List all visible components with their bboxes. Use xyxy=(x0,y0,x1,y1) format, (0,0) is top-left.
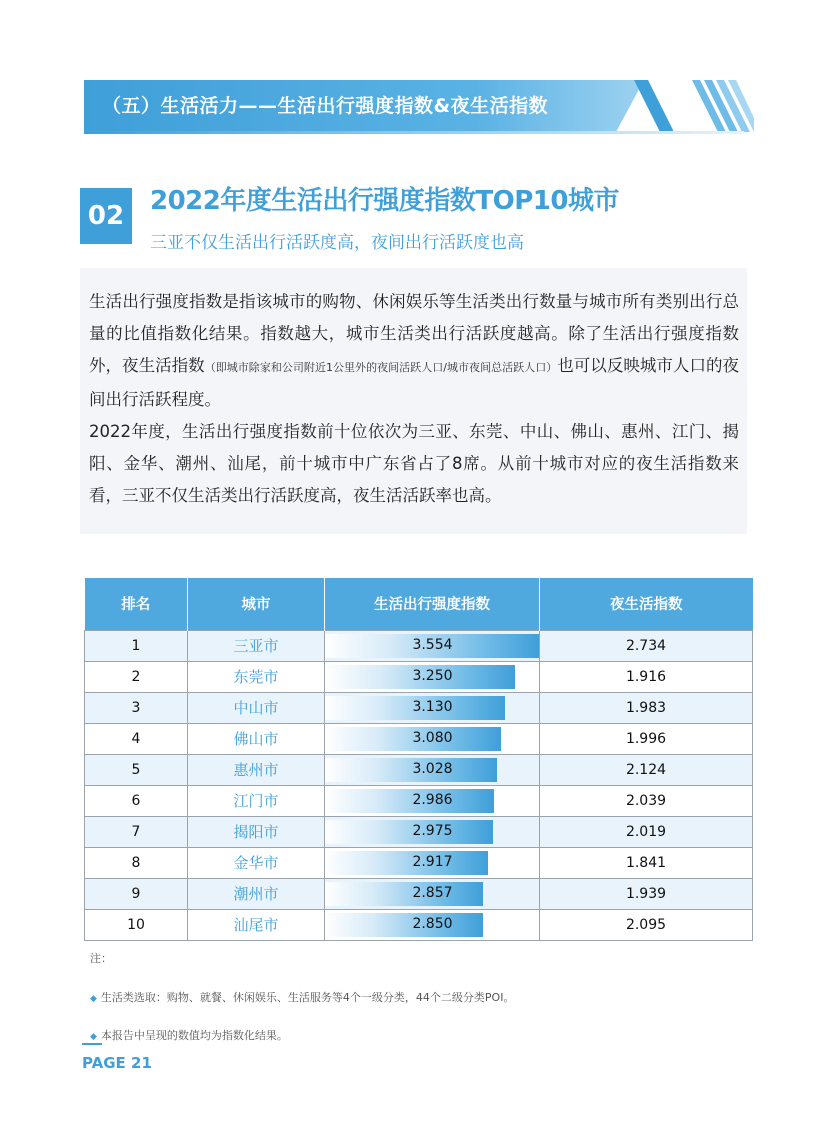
rank-cell: 6 xyxy=(85,785,188,816)
header-activity-index: 生活出行强度指数 xyxy=(325,578,540,630)
activity-index-value: 3.028 xyxy=(412,760,453,777)
city-cell: 三亚市 xyxy=(188,630,325,661)
note-text: 生活类选取：购物、就餐、休闲娱乐、生活服务等4个一级分类，44个二级分类POI。 xyxy=(100,991,515,1004)
city-cell: 江门市 xyxy=(188,785,325,816)
table-row xyxy=(85,878,753,909)
rank-cell: 3 xyxy=(85,692,188,723)
activity-index-cell xyxy=(325,692,540,723)
table-row xyxy=(85,723,753,754)
night-index-cell: 1.841 xyxy=(540,847,753,878)
activity-index-value: 2.857 xyxy=(412,884,453,901)
banner-stripes-decoration xyxy=(634,80,754,132)
rank-cell: 7 xyxy=(85,816,188,847)
description-paragraph-1 xyxy=(89,286,739,416)
table-row xyxy=(85,847,753,878)
section-banner xyxy=(84,80,744,132)
notes xyxy=(90,950,514,1065)
activity-index-value: 3.130 xyxy=(412,698,453,715)
city-cell: 中山市 xyxy=(188,692,325,723)
activity-index-value: 2.917 xyxy=(412,853,453,870)
rank-cell: 10 xyxy=(85,909,188,940)
table-row xyxy=(85,661,753,692)
diamond-bullet-icon: ◆ xyxy=(90,994,97,1004)
rank-cell: 8 xyxy=(85,847,188,878)
diamond-bullet-icon: ◆ xyxy=(90,1032,97,1042)
note-text: 本报告中呈现的数值均为指数化结果。 xyxy=(100,1029,288,1042)
activity-index-value: 3.080 xyxy=(412,729,453,746)
banner-underline xyxy=(84,131,744,134)
city-cell: 揭阳市 xyxy=(188,816,325,847)
night-index-cell: 1.939 xyxy=(540,878,753,909)
night-index-cell: 2.734 xyxy=(540,630,753,661)
activity-index-cell xyxy=(325,723,540,754)
description-footnote: （即城市除家和公司附近1公里外的夜间活跃人口/城市夜间总活跃人口） xyxy=(204,361,558,374)
ranking-table xyxy=(84,578,752,941)
city-cell: 潮州市 xyxy=(188,878,325,909)
rank-cell: 1 xyxy=(85,630,188,661)
rank-cell: 4 xyxy=(85,723,188,754)
rank-cell: 2 xyxy=(85,661,188,692)
section-number-badge: 02 xyxy=(80,188,132,244)
night-index-cell: 1.916 xyxy=(540,661,753,692)
description-main-text: 生活出行强度指数是指该城市的购物、休闲娱乐等生活类出行数量与城市所有类别出行总量的比值指数化结果。指数越大，城市生活类出行活跃度越高。除了生活出行强度指数外，夜生活指数 xyxy=(89,292,739,375)
night-index-cell: 2.095 xyxy=(540,909,753,940)
activity-index-value: 2.975 xyxy=(412,822,453,839)
header-city: 城市 xyxy=(188,578,325,630)
description-paragraph-2: 2022年度，生活出行强度指数前十位依次为三亚、东莞、中山、佛山、惠州、江门、揭阳、金华、潮州、汕尾，前十城市中广东省占了8席。从前十城市对应的夜生活指数来看，三亚不仅生活类出行活跃度高，夜生活活跃率也高。 xyxy=(89,422,739,505)
footer-divider xyxy=(82,1043,102,1045)
activity-index-cell xyxy=(325,661,540,692)
page-number: PAGE 21 xyxy=(82,1054,152,1072)
city-cell: 金华市 xyxy=(188,847,325,878)
table-row xyxy=(85,816,753,847)
activity-index-cell xyxy=(325,878,540,909)
section-title: （五）生活活力——生活出行强度指数&夜生活指数 xyxy=(102,95,549,117)
table-row xyxy=(85,909,753,940)
header-night-index: 夜生活指数 xyxy=(540,578,753,630)
table-row xyxy=(85,692,753,723)
description-box xyxy=(80,268,747,534)
activity-index-cell xyxy=(325,785,540,816)
activity-index-value: 3.554 xyxy=(412,636,453,653)
notes-title: 注： xyxy=(90,952,112,965)
city-cell: 汕尾市 xyxy=(188,909,325,940)
table-body xyxy=(85,630,753,940)
city-cell: 佛山市 xyxy=(188,723,325,754)
description-tail-text: 也可以反映城市人口的夜间出行活跃程度。 xyxy=(89,356,740,409)
header-rank: 排名 xyxy=(85,578,188,630)
table-row xyxy=(85,754,753,785)
night-index-cell: 2.019 xyxy=(540,816,753,847)
activity-index-cell xyxy=(325,909,540,940)
city-cell: 惠州市 xyxy=(188,754,325,785)
activity-index-value: 2.850 xyxy=(412,915,453,932)
night-index-cell: 2.124 xyxy=(540,754,753,785)
rank-cell: 9 xyxy=(85,878,188,909)
page-subtitle: 三亚不仅生活出行活跃度高，夜间出行活跃度也高 xyxy=(150,233,524,253)
page-title: 2022年度生活出行强度指数TOP10城市 xyxy=(150,186,619,216)
table-header-row xyxy=(85,578,753,630)
activity-index-cell xyxy=(325,630,540,661)
city-cell: 东莞市 xyxy=(188,661,325,692)
table-row xyxy=(85,785,753,816)
table-row xyxy=(85,630,753,661)
activity-index-value: 2.986 xyxy=(412,791,453,808)
night-index-cell: 2.039 xyxy=(540,785,753,816)
night-index-cell: 1.996 xyxy=(540,723,753,754)
night-index-cell: 1.983 xyxy=(540,692,753,723)
note-item xyxy=(90,989,514,1005)
activity-index-cell xyxy=(325,754,540,785)
activity-index-cell xyxy=(325,847,540,878)
note-item xyxy=(90,1027,514,1043)
activity-index-cell xyxy=(325,816,540,847)
activity-index-value: 3.250 xyxy=(412,667,453,684)
rank-cell: 5 xyxy=(85,754,188,785)
